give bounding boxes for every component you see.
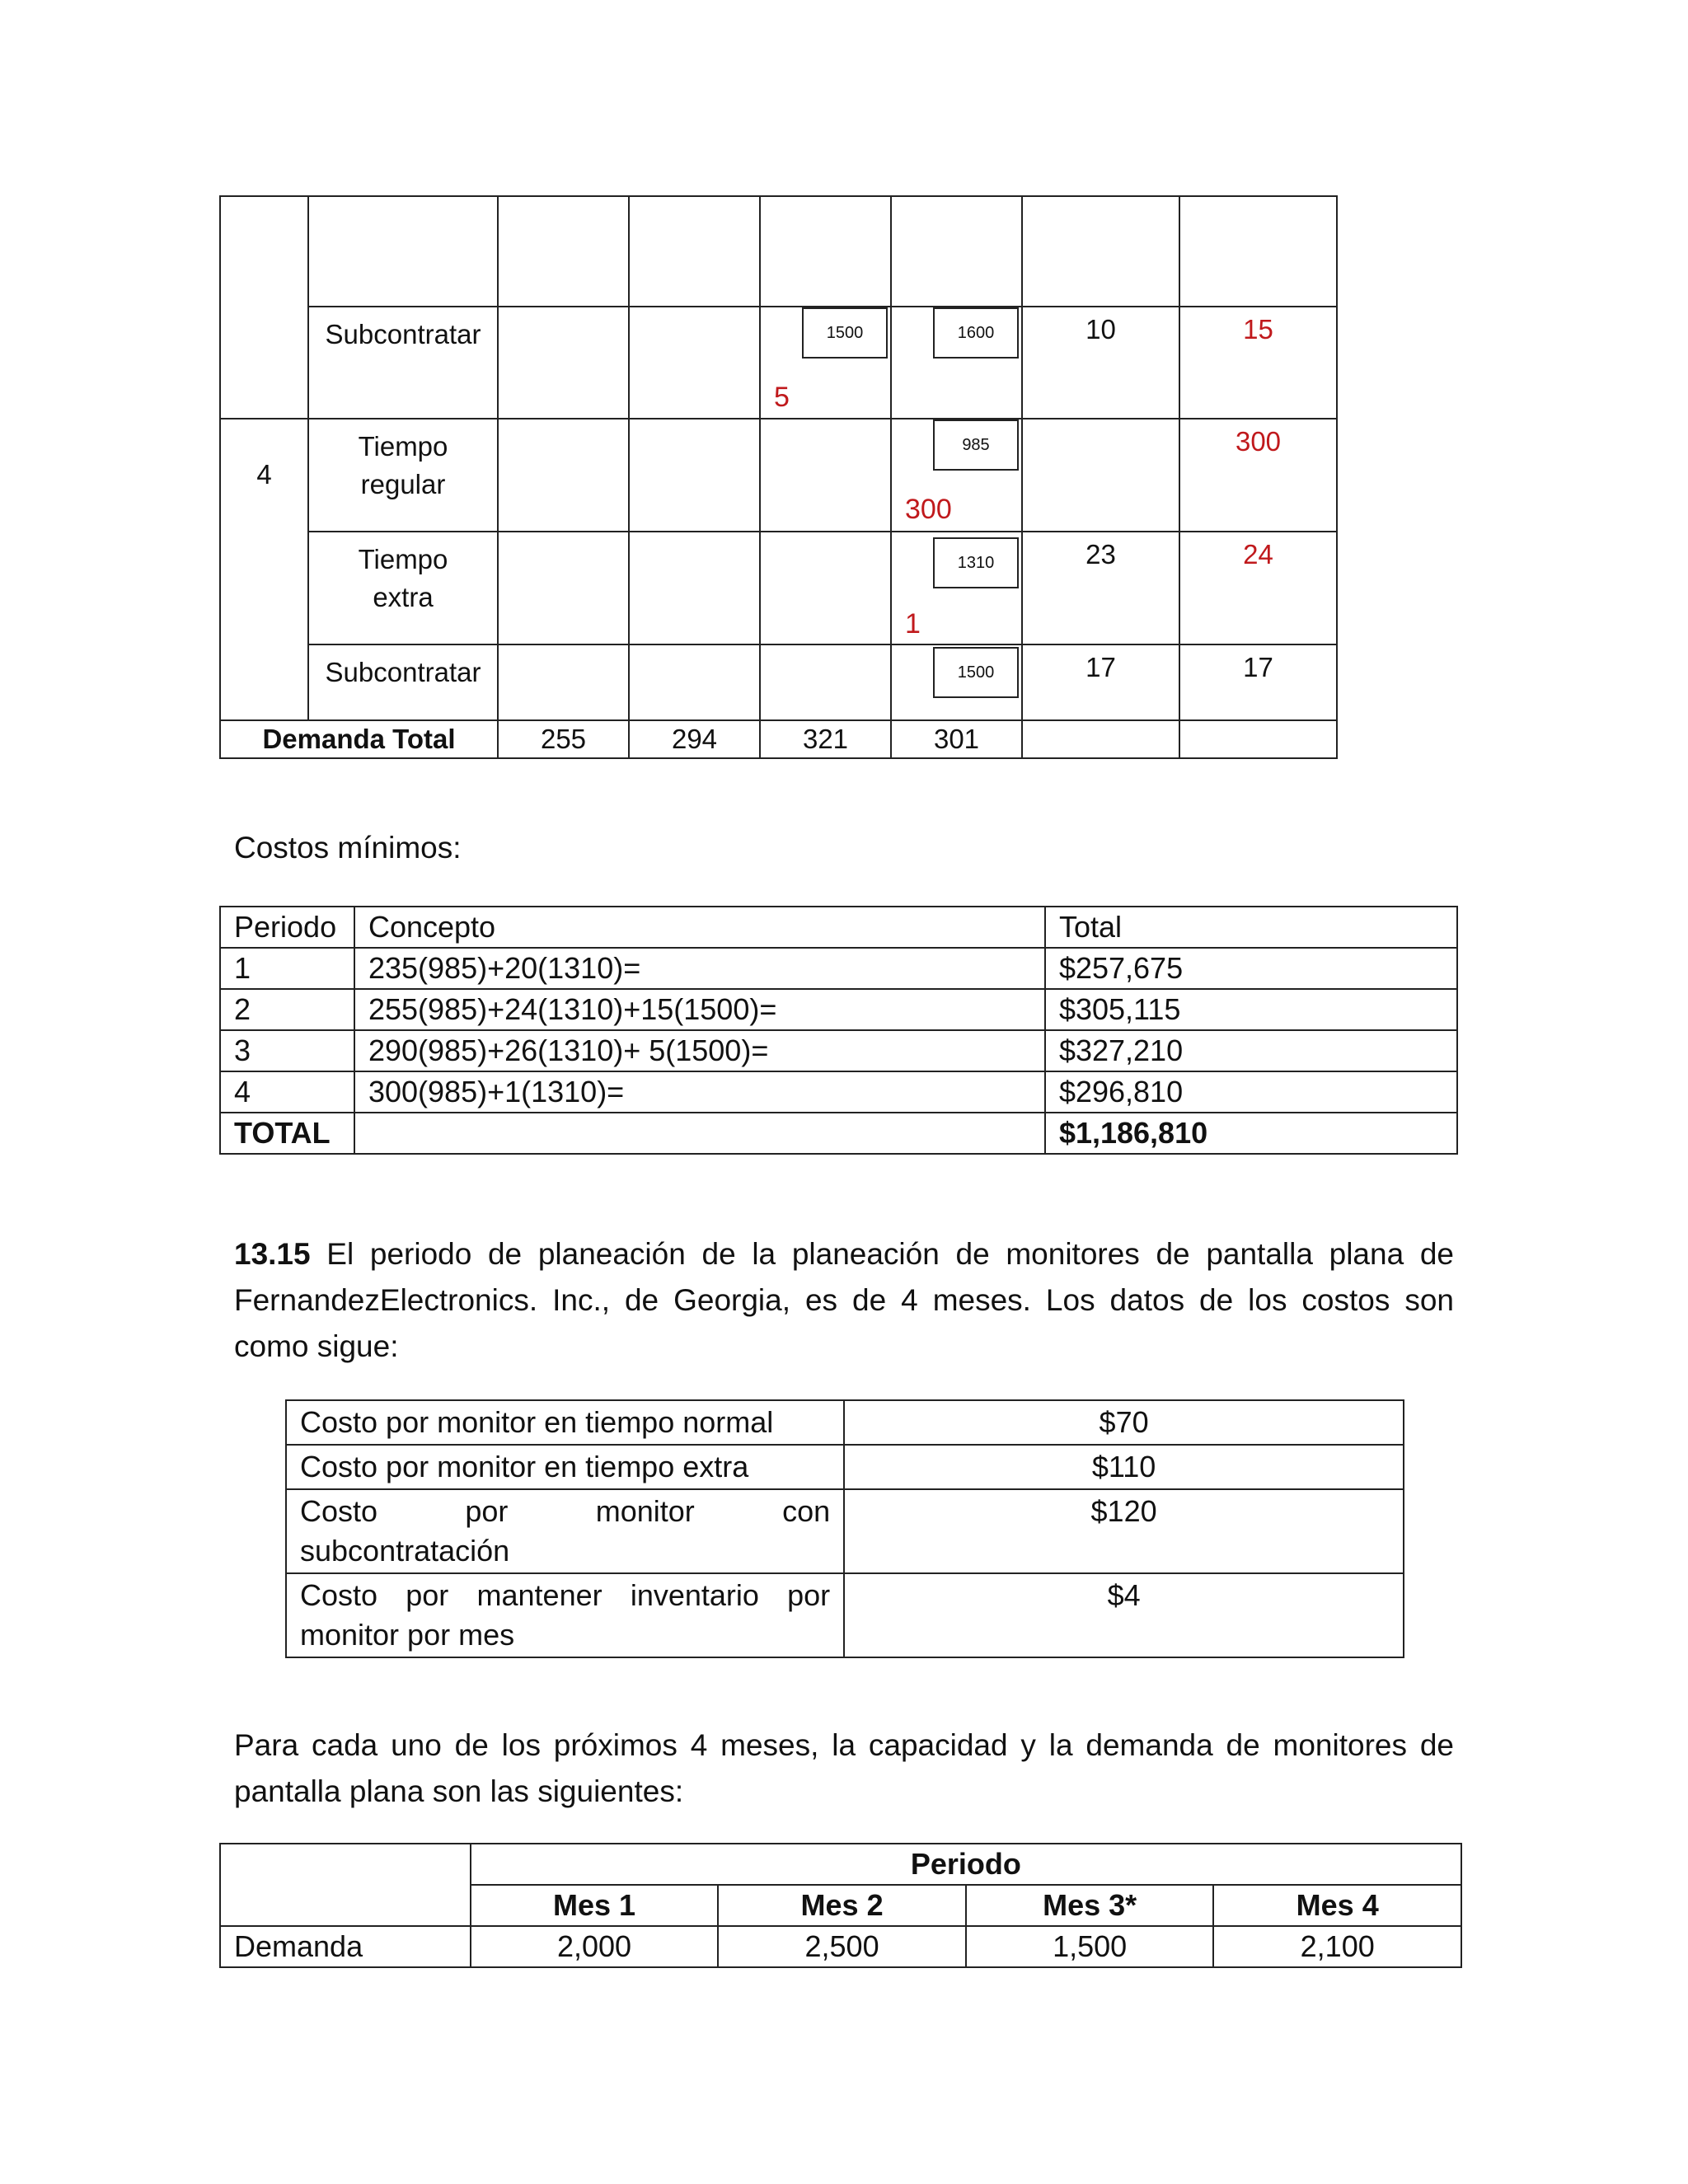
period-number: 4 — [256, 459, 272, 490]
demand-label: Demanda Total — [220, 720, 498, 758]
cost-label: Costo por mantener inventario por monitor por mes — [286, 1573, 844, 1657]
value: 24 — [1243, 539, 1273, 569]
demand-value: 2,500 — [718, 1926, 966, 1967]
allocation-value: 5 — [774, 382, 790, 413]
costos-row: 1 235(985)+20(1310)= $257,675 — [220, 948, 1457, 989]
month-header: Mes 1 — [471, 1885, 719, 1926]
value: 23 — [1085, 539, 1116, 569]
costos-heading: Costos mínimos: — [234, 831, 462, 865]
allocation-value: 1 — [905, 608, 921, 640]
periodo-header: Periodo — [471, 1844, 1461, 1885]
costos-row: 3 290(985)+26(1310)+ 5(1500)= $327,210 — [220, 1030, 1457, 1071]
row-label: Tiempo regular — [308, 419, 498, 532]
allocation-value: 300 — [905, 494, 952, 525]
costos-header-row — [220, 907, 1457, 948]
month-header: Mes 3* — [966, 1885, 1214, 1926]
cost-row — [286, 1573, 1404, 1657]
header-periodo: Periodo — [220, 907, 354, 948]
demand-value: 255 — [498, 720, 629, 758]
demand-value: 1,500 — [966, 1926, 1214, 1967]
row-label: Subcontratar — [308, 307, 498, 419]
row-subcontratar — [220, 644, 1337, 720]
cost-label: Costo por monitor con subcontratación — [286, 1489, 844, 1573]
cost-row — [286, 1400, 1404, 1445]
demand-value: 321 — [760, 720, 891, 758]
cost-value: $70 — [844, 1400, 1404, 1445]
cell-p3 — [760, 307, 891, 419]
problem-number: 13.15 — [234, 1237, 311, 1271]
period-cell-prev — [220, 196, 308, 419]
cell-p4 — [891, 307, 1022, 419]
row-subcontratar-prev — [220, 307, 1337, 419]
value: 17 — [1085, 652, 1116, 682]
costos-row: 2 255(985)+24(1310)+15(1500)= $305,115 — [220, 989, 1457, 1030]
demand-value: 301 — [891, 720, 1022, 758]
problem-paragraph — [234, 1231, 1454, 1370]
unit-cost-box: 1310 — [933, 537, 1019, 588]
costos-total-row: TOTAL $1,186,810 — [220, 1113, 1457, 1154]
demand-value: 2,000 — [471, 1926, 719, 1967]
cost-label: Costo por monitor en tiempo normal — [286, 1400, 844, 1445]
header-total: Total — [1045, 907, 1457, 948]
header-concepto: Concepto — [354, 907, 1045, 948]
row-label: Subcontratar — [308, 644, 498, 720]
capacity-paragraph: Para cada uno de los próximos 4 meses, la capacidad y la demanda de monitores de pantalla plana son las siguientes: — [234, 1728, 1454, 1808]
row-demanda-total — [220, 720, 1337, 758]
cost-value: $110 — [844, 1445, 1404, 1489]
cell-p4 — [891, 644, 1022, 720]
cost-value: $4 — [844, 1573, 1404, 1657]
unit-cost-box: 1500 — [933, 647, 1019, 698]
demand-value: 294 — [629, 720, 760, 758]
month-header: Mes 4 — [1213, 1885, 1461, 1926]
unit-cost-box: 985 — [933, 419, 1019, 471]
month-header: Mes 2 — [718, 1885, 966, 1926]
transport-table — [219, 195, 1338, 759]
cell-p4 — [891, 532, 1022, 644]
demand-group-header-row — [220, 1844, 1461, 1885]
unit-cost-box: 1500 — [802, 307, 888, 359]
costos-row: 4 300(985)+1(1310)= $296,810 — [220, 1071, 1457, 1113]
unit-cost-box: 1600 — [933, 307, 1019, 359]
problem-text: El periodo de planeación de la planeación de monitores de pantalla plana de FernandezElectronics. Inc., de Georgia, es de 4 meses. Los datos de los costos son como sigue: — [234, 1237, 1454, 1363]
cost-value: $120 — [844, 1489, 1404, 1573]
value: 15 — [1243, 314, 1273, 344]
cost-label: Costo por monitor en tiempo extra — [286, 1445, 844, 1489]
value: 10 — [1085, 314, 1116, 344]
cell-p4 — [891, 419, 1022, 532]
demand-row-label: Demanda — [220, 1926, 471, 1967]
demand-value: 2,100 — [1213, 1926, 1461, 1967]
demand-values-row — [220, 1926, 1461, 1967]
period-cell — [220, 419, 308, 720]
row-tiempo-regular — [220, 419, 1337, 532]
empty-top-row — [220, 196, 1337, 307]
cost-row — [286, 1489, 1404, 1573]
value: 300 — [1235, 426, 1282, 457]
costos-table — [219, 906, 1458, 1155]
cost-data-table — [285, 1399, 1404, 1658]
row-label: Tiempo extra — [308, 532, 498, 644]
value: 17 — [1243, 652, 1273, 682]
demand-table — [219, 1843, 1462, 1968]
cost-row — [286, 1445, 1404, 1489]
row-tiempo-extra — [220, 532, 1337, 644]
